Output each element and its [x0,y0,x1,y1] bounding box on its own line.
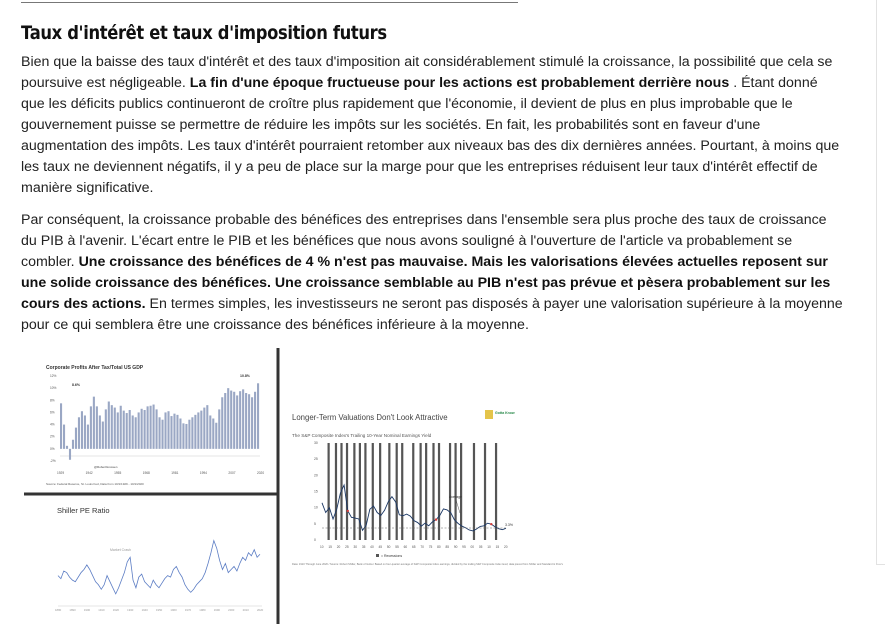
logo-text: Gotta Know [495,411,515,415]
panel-c-series-line [58,541,260,594]
panel-a-xtick: 1955 [114,471,122,475]
panel-b-ytick: 0 [314,538,316,542]
panel-a-xtick: 1981 [171,471,179,475]
panel-a-bar [126,413,128,449]
panel-a-bar [111,405,113,449]
panel-b-ytick: 15 [314,489,318,494]
panel-b-recession-bar [372,443,374,540]
panel-a-title: Corporate Profits After Tax/Total US GDP [46,365,144,371]
panel-c-xtick: 1980 [199,608,206,612]
panel-a-bar [69,449,71,460]
panel-a-bar [218,409,220,448]
panel-b-highlight-point [435,518,437,520]
panel-a-bar [230,391,232,449]
panel-a-bar [159,417,161,449]
paragraph-1-bold: La fin d'une époque fructueuse pour les actions est probablement derrière nous [189,75,730,91]
panel-a-xtick: 2020 [257,471,265,475]
panel-b-xtick: 55 [395,545,399,549]
panel-c-xtick: 1880 [55,608,62,612]
panel-b-ytick: 10 [314,505,318,510]
panel-b-recession-bar [438,443,440,540]
panel-b-recession-bar [454,443,456,540]
panel-a-bar [123,411,125,449]
panel-a-bar [117,412,119,448]
panel-b-xtick: 95 [462,545,466,549]
panel-a-bar [167,411,169,449]
panel-a-bar [197,412,199,448]
gotta-logo [485,410,515,419]
panel-a-ytick: 4% [50,422,55,427]
panel-a-bar [132,415,134,448]
panel-a-bar [153,405,155,449]
panel-a-bar [144,410,146,449]
panel-a-bar [221,397,223,449]
panel-b-xtick: 05 [478,545,483,549]
panel-b-xtick: 70 [420,545,424,549]
panel-c-annotation: Market Crash [110,548,132,552]
panel-a-bar [245,393,247,449]
panel-a-bar [188,420,190,449]
panel-a-annotation-top: 10.8% [240,374,250,378]
panel-a-ytick: 8% [50,398,55,403]
panel-a-bar [60,403,62,449]
panel-b-xtick: 40 [370,545,374,549]
panel-a-bar [179,419,181,449]
panel-b-title: Longer-Term Valuations Don't Look Attractive [292,413,448,422]
panel-c-xtick: 1930 [127,608,134,612]
panel-a-bar [239,391,241,449]
panel-a-bar [200,411,202,449]
logo-icon [485,410,493,419]
page-edge [876,0,877,565]
panel-a-bar [251,397,253,449]
composite-chart-svg [24,348,563,626]
panel-c-xtick: 1890 [69,608,76,612]
panel-c-xtick: 2010 [242,608,249,612]
panel-a-bar [63,425,65,449]
panel-a-bar [129,410,131,449]
panel-b-recession-bar [495,443,497,540]
panel-b-xtick: 85 [445,545,450,549]
panel-a-bar [138,412,140,448]
panel-b-subtitle: The S&P Composite Index's Trailing 10-Year Nominal Earnings Yield [292,433,432,438]
panel-b-xtick: 15 [495,545,500,549]
paragraph-2-text-a: Par conséquent, la croissance probable des bénéfices des entreprises dans l'ensemble sera plus proche des taux de croissance du PIB à l'avenir. L'écart entre le PIB et les bénéfices que nous avons souligné à l'ouverture de l'article va probablement se combler. [21,212,827,270]
panel-b-xtick: 90 [453,545,458,549]
paragraph-2 [21,210,843,336]
panel-a-annotation-left: 8.6% [72,383,80,387]
panel-c-xtick: 1950 [156,608,163,612]
panel-b-xtick: 65 [412,545,416,549]
panel-a-bar [248,394,250,449]
panel-a-source: Source: Federal Reserve, St. Louis Fed, Data from 10/1/1929 - 10/1/2020 [46,482,144,486]
panel-b-xtick: 15 [328,545,332,549]
panel-a-xtick: 1929 [57,471,65,475]
panel-b-notes: Data: 1910 Through June 2020 / Source: Robert Shiller, Bank of Gotta / Based on four-quarter average of S&P Composite Index earnings, divided by the trailing S&P Composite Index level; data pieced from Shiller and Standard & Poor's [292,563,563,566]
panel-a-bar [81,411,83,449]
panel-a-bar [102,422,104,449]
panel-a-bar [120,406,122,449]
panel-b-ytick: 20 [314,473,318,478]
panel-b-annotation: Average [449,495,462,499]
panel-b-xtick: 20 [336,545,341,549]
panel-b-xtick: 30 [353,545,358,549]
panel-a-bar [93,397,95,449]
panel-a-bar [96,406,98,449]
panel-a-bar [254,392,256,449]
panel-c-title: Shiller PE Ratio [57,506,110,515]
panel-b-highlight-point [347,510,349,512]
panel-a-ytick: 2% [50,434,55,439]
panel-b-xtick: 35 [361,545,366,549]
shiller-pe-chart [55,506,264,612]
panel-a-ytick: 0% [50,446,55,451]
panel-b-recession-bar [346,443,348,540]
panel-b-xtick: 25 [345,545,349,549]
panel-a-bar [185,424,187,449]
panel-b-xtick: 20 [504,545,508,549]
panel-a-bar [99,415,101,448]
panel-b-recession-bar [396,443,398,540]
panel-a-bar [212,419,214,449]
panel-a-bar [75,428,77,449]
panel-b-recession-bar [412,443,414,540]
panel-b-last-label: 3.3% [505,523,513,527]
panel-b-xtick: 10 [320,545,324,549]
panel-a-ytick: 10% [50,386,57,391]
panel-a-ytick: -2% [50,459,56,463]
panel-c-xtick: 1940 [141,608,148,612]
panel-a-bar [224,393,226,449]
panel-b-recession-bar [432,443,434,540]
panel-a-credit: @RobertGrossen [94,465,118,469]
panel-a-bar [164,412,166,448]
panel-a-bar [236,395,238,448]
panel-c-xtick: 1960 [170,608,177,612]
panel-a-bar [257,383,259,449]
panel-a-bar [141,409,143,449]
paragraph-1 [21,52,843,199]
panel-a-xtick: 1942 [85,471,93,475]
panel-b-xtick: 75 [428,545,433,549]
paragraph-2-text-b: En termes simples, les investisseurs ne seront pas disposés à payer une valorisation supérieure à la moyenne pour ce qui semblera être une croissance des bénéfices inférieure à la moyenne. [21,296,843,333]
panel-a-bar [84,415,86,448]
earnings-yield-chart [292,410,564,566]
panel-a-bar [90,406,92,449]
panel-a-bar [108,402,110,449]
top-divider [21,0,518,3]
panel-c-xtick: 1920 [112,608,119,612]
paragraph-2-bold: Une croissance des bénéfices de 4 % n'est pas mauvaise. Mais les valorisations élevées actuelles reposent sur une solide croissance des bénéfices. Une croissance semblable au PIB n'est pas prévue et pèsera probablement sur les cours des actions. [21,254,831,312]
panel-c-xtick: 1990 [213,608,220,612]
panel-a-bar [191,417,193,449]
panel-b-xtick: 60 [403,545,408,549]
panel-b-ytick: 5 [314,521,316,526]
corporate-profits-chart [46,365,264,486]
panel-a-bar [203,408,205,449]
panel-b-xtick: 50 [386,545,391,549]
panel-a-bar [215,423,217,449]
panel-a-bar [135,417,137,449]
panel-b-recession-bar [335,443,337,540]
panel-a-bar [194,415,196,449]
panel-b-xtick: 00 [470,545,475,549]
panel-b-xtick: 45 [378,545,383,549]
panel-a-bar [114,408,116,449]
panel-a-bar [78,417,80,449]
panel-b-xtick: 80 [437,545,441,549]
panel-b-recession-bar [449,443,451,540]
panel-a-bar [209,415,211,448]
composite-chart-image [24,348,563,626]
page-edge-foot [876,564,885,565]
panel-a-ytick: 6% [50,410,55,415]
panel-a-xtick: 1968 [142,471,150,475]
panel-a-bar [105,409,107,448]
panel-c-xtick: 2000 [228,608,235,612]
panel-a-bar [242,389,244,449]
paragraph-1-text-a: Bien que la baisse des taux d'intérêt et des taux d'imposition ait considérablement stimulé la croissance, la possibilité que cela se poursuive est négligeable. [21,54,833,91]
panel-b-ytick: 25 [314,457,318,462]
panel-b-recession-bar [425,443,427,540]
panel-a-bar [156,409,158,448]
panel-b-legend: = Recessions [381,554,403,558]
panel-c-xtick: 1910 [98,608,105,612]
panel-b-xtick: 10 [487,545,491,549]
panel-b-highlight-point [490,523,492,525]
panel-a-xtick: 1994 [199,471,207,475]
panel-c-xtick: 1970 [184,608,192,612]
panel-a-bar [66,446,68,449]
panel-c-xtick: 1900 [83,608,91,612]
panel-b-recession-bar [328,443,330,540]
panel-a-bar [72,440,74,449]
panel-a-xtick: 2007 [228,471,236,475]
panel-b-recession-bar [353,443,355,540]
panel-a-bar [182,423,184,449]
panel-b-legend-swatch [376,554,379,557]
panel-b-ytick: 30 [314,441,318,445]
panel-a-bar [161,420,163,449]
panel-a-bar [233,392,235,449]
panel-a-bar [87,425,89,449]
panel-b-recession-bar [473,443,475,540]
panel-b-recession-bar [388,443,390,540]
panel-a-bar [150,406,152,449]
panel-a-bar [173,414,175,449]
panel-a-bar [147,406,149,449]
panel-b-recession-bar [379,443,381,540]
panel-a-bar [176,415,178,449]
panel-a-bar [227,388,229,449]
paragraph-1-text-b: . Étant donné que les déficits publics continueront de croître plus rapidement que l'économie, il devient de plus en plus improbable que le gouvernement puisse se permettre de réduire les impôts sur les sociétés. En fait, les probabilités sont en faveur d'une augmentation des impôts. Les taux d'intérêt pourraient retomber aux niveaux bas des dix dernières années. Pourtant, à moins que les taux ne deviennent négatifs, il y a peu de place sur la marge pour que les entreprises réduisent leur taux d'intérêt effectif de manière significative. [21,75,840,196]
panel-a-ytick: 12% [50,374,57,378]
section-heading: Taux d'intérêt et taux d'imposition futurs [21,22,387,44]
panel-a-bar [206,405,208,449]
panel-a-bar [170,416,172,449]
panel-c-xtick: 2020 [257,608,264,612]
panel-b-recession-bar [401,443,403,540]
